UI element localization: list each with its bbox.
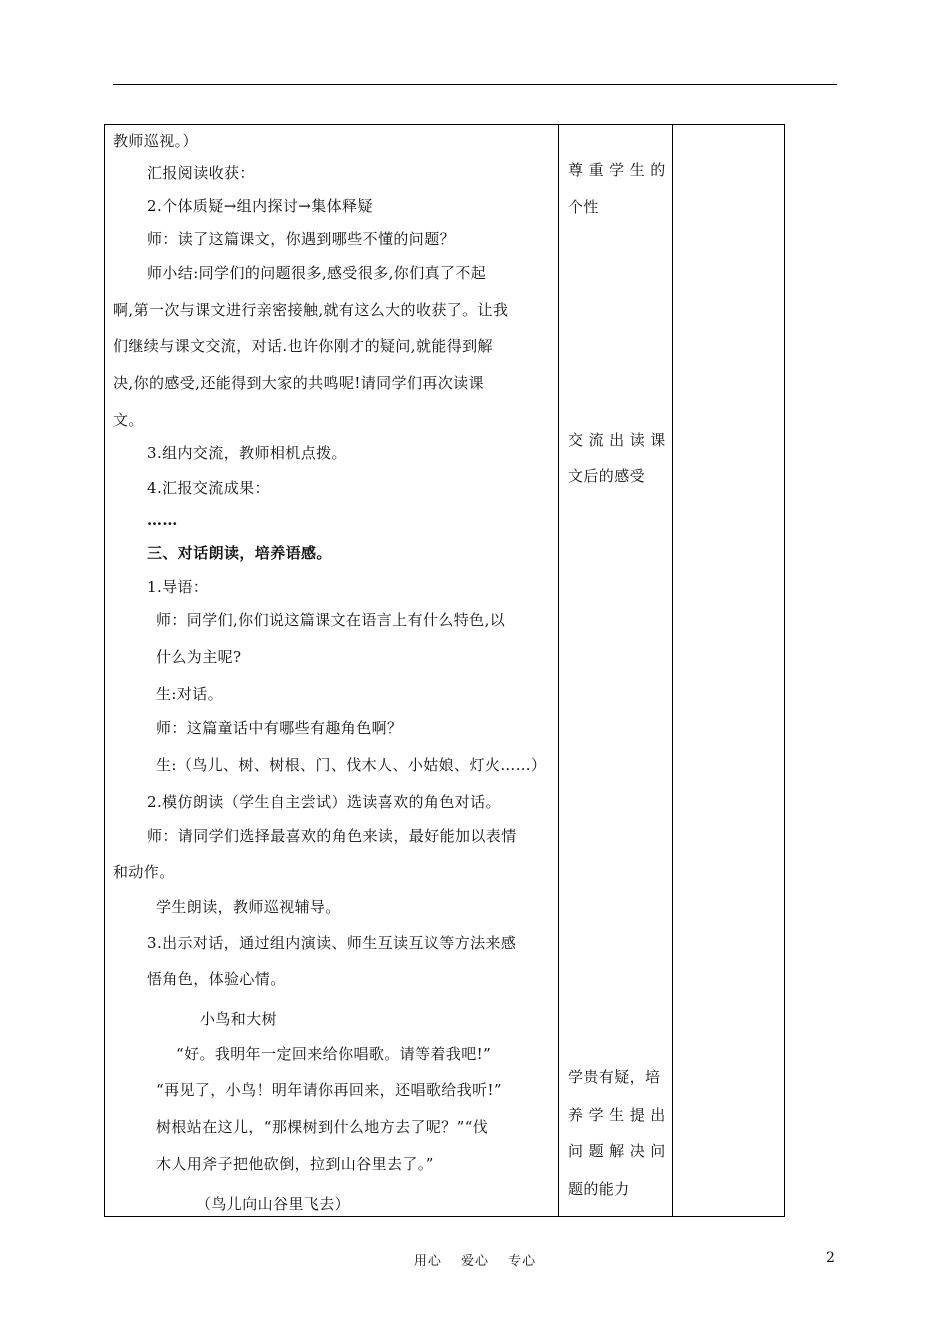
lesson-text-line: 师：请同学们选择最喜欢的角色来读，最好能加以表情 [147,827,517,845]
lesson-text-line: （鸟儿向山谷里飞去） [196,1195,351,1213]
lesson-text-line: 师：读了这篇课文，你遇到哪些不懂的问题？ [147,230,456,248]
design-intent-line: 学贵有疑，培 [568,1068,661,1086]
lesson-text-line: 木人用斧子把他砍倒，拉到山谷里去了。” [156,1155,434,1173]
lesson-text-line: 教师巡视。） [113,132,198,150]
lesson-text-line: 啊,第一次与课文进行亲密接触,就有这么大的收获了。让我 [113,301,509,319]
lesson-text-line: 师小结:同学们的问题很多,感受很多,你们真了不起 [147,264,487,282]
header-rule [113,84,837,85]
lesson-text-line: “再见了，小鸟！明年请你再回来，还唱歌给我听!” [156,1081,502,1099]
lesson-text-line: …… [147,511,178,529]
design-intent-line: 养 学 生 提 出 [568,1106,666,1124]
lesson-text-line: 悟角色，体验心情。 [147,970,286,988]
lesson-text-line: 3.出示对话，通过组内演读、师生互读互议等方法来感 [147,934,517,952]
lesson-text-line: 2.个体质疑→组内探讨→集体释疑 [147,197,373,215]
lesson-text-line: 4.汇报交流成果： [147,479,270,497]
lesson-text-line: 1.导语： [147,578,209,596]
lesson-text-line: 学生朗读，教师巡视辅导。 [156,898,341,916]
lesson-text-line: 师：同学们,你们说这篇课文在语言上有什么特色,以 [156,611,506,629]
design-intent-line: 个性 [568,198,599,216]
lesson-text-line: “好。我明年一定回来给你唱歌。请等着我吧!” [176,1045,492,1063]
design-intent-line: 交 流 出 读 课 [568,431,666,449]
design-intent-line: 问 题 解 决 问 [568,1142,666,1160]
lesson-text-line: 三、对话朗读，培养语感。 [147,544,332,562]
lesson-text-line: 树根站在这儿，“那棵树到什么地方去了呢？”“伐 [156,1118,489,1136]
lesson-text-line: 汇报阅读收获： [147,164,255,182]
page-number: 2 [826,1250,835,1266]
table-column-divider [672,124,673,1217]
page-footer: 用心 爱心 专心 [413,1254,537,1269]
lesson-text-line: 们继续与课文交流，对话.也许你刚才的疑问,就能得到解 [113,337,493,355]
lesson-text-line: 文。 [113,411,144,429]
lesson-text-line: 3.组内交流，教师相机点拨。 [147,444,347,462]
design-intent-line: 尊 重 学 生 的 [568,161,666,179]
lesson-text-line: 2.模仿朗读（学生自主尝试）选读喜欢的角色对话。 [147,793,501,811]
lesson-text-line: 小鸟和大树 [200,1010,278,1028]
lesson-text-line: 决,你的感受,还能得到大家的共鸣呢!请同学们再次读课 [113,374,484,392]
lesson-text-line: 生:对话。 [156,685,224,703]
lesson-text-line: 和动作。 [113,863,175,881]
lesson-text-line: 生:（鸟儿、树、树根、门、伐木人、小姑娘、灯火……） [156,756,547,774]
table-column-divider [558,124,559,1217]
design-intent-line: 文后的感受 [568,467,646,485]
lesson-text-line: 师：这篇童话中有哪些有趣角色啊？ [156,719,403,737]
lesson-text-line: 什么为主呢? [156,648,242,666]
design-intent-line: 题的能力 [568,1180,630,1198]
